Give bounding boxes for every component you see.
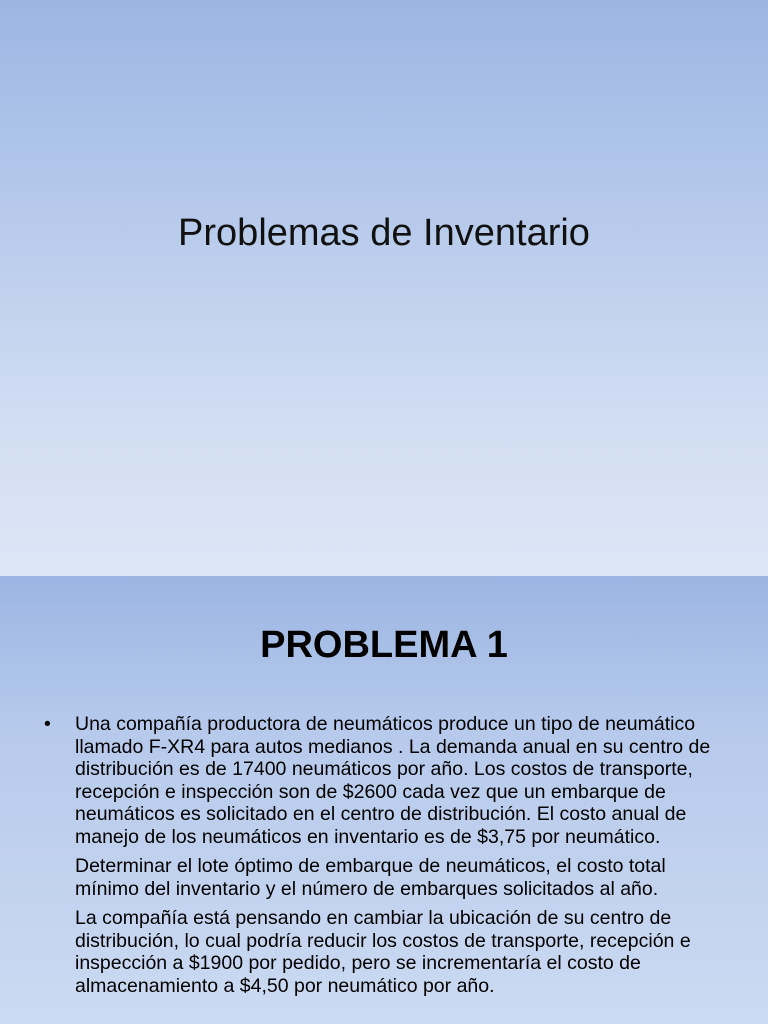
paragraph xyxy=(75,855,735,900)
paragraph-text: Una compañía productora de neumáticos produce un tipo de neumático llamado F-XR4 para autos medianos . La demanda anual en su centro de distribución es de 17400 neumáticos por año. Los costos de transporte, recepción e inspección son de $2600 cada vez que un embarque de neumáticos es solicitado en el centro de distribución. El costo anual de manejo de los neumáticos en inventario es de $3,75 por neumático. xyxy=(75,713,711,848)
paragraph xyxy=(44,713,735,848)
paragraph-text: La compañía está pensando en cambiar la ubicación de su centro de distribución, lo cual podría reducir los costos de transporte, recepción e inspección a $1900 por pedido, pero se incrementaría el costo de almacenamiento a $4,50 por neumático por año. xyxy=(75,907,691,997)
problem-heading: PROBLEMA 1 xyxy=(260,624,508,666)
paragraph-text: Determinar el lote óptimo de embarque de neumáticos, el costo total mínimo del inventario y el número de embarques solicitados al año. xyxy=(75,855,666,900)
slide-title: Problemas de Inventario xyxy=(178,212,590,254)
paragraph xyxy=(75,907,735,997)
bullet-icon: • xyxy=(44,713,51,735)
slide-problem-1 xyxy=(0,576,768,1024)
problem-body xyxy=(44,713,735,1004)
